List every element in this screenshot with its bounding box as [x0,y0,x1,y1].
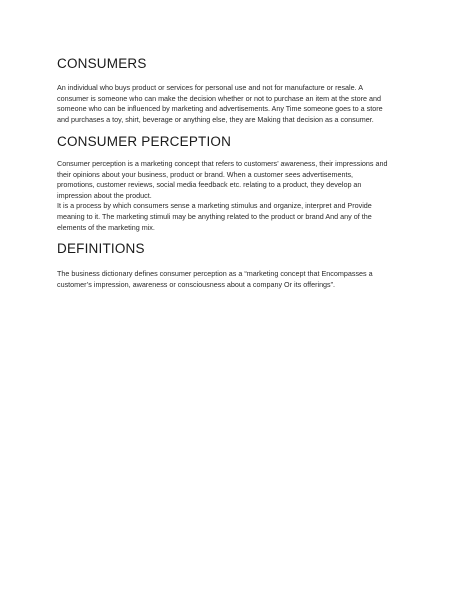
section-heading-consumers: CONSUMERS [57,56,147,71]
paragraph-line: Consumer perception is a marketing concept that refers to customers’ awareness, their impressions and [57,159,388,168]
paragraph-line: their opinions about your business, product or brand. When a customer sees advertisements, [57,169,354,179]
paragraph-line: An individual who buys product or services for personal use and not for manufacture or resale. A [57,83,364,92]
section-paragraph-definitions [57,269,419,290]
section-paragraph-consumers [57,83,419,125]
paragraph-line: customer’s impression, awareness or consciousness about a company Or its offerings”. [57,279,336,289]
paragraph-line: and purchases a toy, shirt, beverage or anything else, they are Making that decision as a consumer. [57,114,374,124]
paragraph-line: someone who can be influenced by marketing and advertisements. Any Time someone goes to a store [57,104,383,114]
section-definitions [57,241,419,290]
paragraph-line: impression about the product. [57,190,152,200]
paragraph-line: It is a process by which consumers sense a marketing stimulus and organize, interpret and Provide [57,201,372,211]
paragraph-line: consumer is someone who can make the decision whether or not to purchase an item at the store and [57,93,382,103]
paragraph-line: promotions, customer reviews, social media feedback etc. relating to a product, they develop an [57,180,362,190]
section-consumer-perception [57,134,419,233]
paragraph-line: meaning to it. The marketing stimuli may be anything related to the product or brand And any of the [57,211,372,221]
section-heading-definitions: DEFINITIONS [57,241,145,256]
section-paragraph-consumer-perception [57,159,419,233]
paragraph-line: elements of the marketing mix. [57,222,155,232]
section-consumers [57,56,419,125]
section-heading-consumer-perception: CONSUMER PERCEPTION [57,134,232,149]
paragraph-line: The business dictionary defines consumer perception as a “marketing concept that Encompasses a [57,269,373,278]
